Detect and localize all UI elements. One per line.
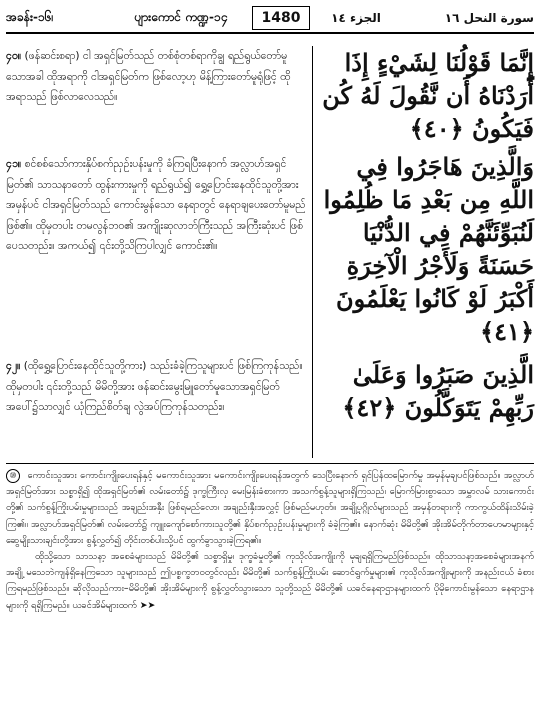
header-section: ပျားကောင် ကဏ္ဍ-၁၄ — [134, 9, 228, 24]
translation-text: စင်စစ်သော်ကားနှိပ်စက်ညှဉ်းပန်းမှုကို ခံကြရပြီးနောက် အလ္လာဟ်အရှင်မြတ်၏ သာသနာတော် ထွန်းကားမှုကို ရည်ရွယ်၍ ရွှေ့ပြောင်းနေထိုင်သူတို့အား အမှန်ပင် ငါအရှင်မြတ်သည် ကောင်းမွန်သော နေရာတွင် နေရာချပေးတော်မူမည်ဖြစ်၏။ ထိုမှတပါး တမလွန်ဘဝ၏ အကျိုးဆုလာဘ်ကြီးသည် အကြီးဆုံးပင် ဖြစ်ပေသတည်း။ အကယ်၍ ၎င်းတို့သိကြပါလျှင် ကောင်း၏။ — [6, 158, 306, 252]
footnote — [6, 468, 534, 706]
verse-number: ၄၂။ — [6, 360, 21, 372]
page-number: 1480 — [252, 6, 310, 30]
footnote-rule — [6, 463, 534, 464]
verse-body — [6, 46, 534, 458]
header-chapter: အခန်း-၁၆၊ — [6, 9, 54, 24]
verse-number: ၄၁။ — [6, 158, 22, 170]
verse-40-arabic: إِنَّمَا قَوْلُنَا لِشَيْءٍ إِذَا أَرَدْنَاهُ أَن نَّقُولَ لَهُ كُن فَيَكُونُ ﴿٤٠﴾ — [322, 48, 534, 143]
footnote-paragraph-2: ထိုသို့သော သာသနာ့ အစေခံများသည် မိမိတို့၏ သစ္စာရှိမှု၊ ဒုက္ခခံမှုတို့၏ ကုသိုလ်အကျိုးကို မုချရရှိကြမည်ဖြစ်သည်။ ထိုသာသနာ့အစေခံများအနက် အချို့ မသေဘဲကျန်ရှိနေကြသော သူများသည် ဤပစ္စက္ခဘဝတွင်လည်း မိမိတို့၏ သက်စွန့်ကြိုးပမ်း ဆောင်ရွက်မှုများ၏ ကုသိုလ်အကျိုးများကို အနည်းငယ် ခံစားကြရမည်ဖြစ်သည်။ ဆိုလိုသည်ကား–မိမိတို့၏ အိုးအိမ်များကို စွန့်လွှတ်သွားသော သူတို့သည် မိမိတို့၏ ယခင်နေရာဌာနများထက် ပိုမိုကောင်းမွန်သော နေရာဌာနများကို ရရှိကြမည်။ ယခင်အိမ်များထက် — [6, 551, 534, 611]
verse-40-translation — [6, 46, 306, 108]
verse-41-arabic: وَالَّذِينَ هَاجَرُوا فِي اللَّهِ مِن بَعْدِ مَا ظُلِمُوا لَنُبَوِّئَنَّهُمْ فِي الدُّنْيَا حَسَنَةً وَلَأَجْرُ الْآخِرَةِ أَكْبَرُ لَوْ كَانُوا يَعْلَمُونَ ﴿٤١﴾ — [323, 152, 534, 346]
verse-41-translation — [6, 154, 306, 257]
column-divider — [312, 46, 313, 458]
header-juz: الجزء ١٤ — [331, 10, 381, 25]
verse-42-translation — [6, 356, 306, 418]
translation-text: (ဖန်ဆင်းစရာ) ငါ အရှင်မြတ်သည် တစ်စုံတစ်ရာကိုချွ ရည်ရွယ်တော်မူသောအခါ ထိုအရာကို ငါအရှင်မြတ်က ဖြစ်လော့ဟု မိန့်ကြားတော်မူရုံဖြင့် ထိုအရာသည် ဖြစ်လာလေသည်။ — [6, 50, 291, 103]
footnote-marker: ⑩ — [6, 469, 20, 483]
continue-arrows-icon: ➤➤ — [139, 599, 156, 611]
verse-42-arabic: الَّذِينَ صَبَرُوا وَعَلَىٰ رَبِّهِمْ يَتَوَكَّلُونَ ﴿٤٢﴾ — [342, 360, 534, 422]
page-header — [6, 6, 534, 34]
verse-number: ၄၀။ — [6, 50, 22, 62]
header-surah: سورة النحل ١٦ — [444, 10, 534, 25]
footnote-paragraph-1: ကောင်းသူအား ကောင်းကျိုးပေးရန်နှင့် မကောင်းသူအား မကောင်းကျိုးပေးရန်အတွက် သေပြီးနောက် ရှင်ပြန်ထမြောက်မှု အမှန်မုချပင်ဖြစ်သည်။ အလ္လာဟ်အရှင်မြတ်အား သစ္စာရှိ၍ ထိုအရှင်မြတ်၏ လမ်းတော်၌ ဒုက္ခကြီးလှ မေးမြန်းခံစားကာ အသက်စွန့်သူများရှိကြသည်၊ မြောက်မြားစွာသော အမွှာလမ် သားကောင်းတို့၏ သက်စွန့်ကြိုးပမ်းမှုများသည် အချည်းအနှီး ဖြစ်ရမည်လော၊ အချည်းနှီးအလွှင့် ဖြစ်မည်မဟုတ်။ အချို့ပုဂ္ဂိုလ်များသည် အမှန်တရားကို ကာကွယ်ထိန်းသိမ်းခဲ့ကြ၏။ အလ္လာဟ်အရှင်မြတ်၏ လမ်းတော်၌ ကျူးကျော်စော်ကားသူတို့၏ နှိပ်စက်ညှဉ်းပန်းမှုများကို ခံခဲ့ကြ၏။ နောက်ဆုံး မိမိတို့၏ အိုးအိမ်တိုက်တာဟေမာများနှင့် ဆွေမျိုးသားချင်းတို့အား စွန့်လွှတ်၍ တိုင်းတစ်ပါးသို့ပင် ထွက်ခွာသွားခဲ့ကြရ၏။ — [6, 470, 534, 546]
translation-text: (ထိုရွှေ့ပြောင်းနေထိုင်သူတို့ကား) သည်းခံခဲ့ကြသူများပင် ဖြစ်ကြကုန်သည်။ ထိုမှတပါး ၎င်းတို့သည် မိမိတို့အား ဖန်ဆင်းမွေးမြူတော်မူသောအရှင်မြတ် အပေါ်၌သာလျှင် ယုံကြည်စိတ်ချ လွဲအပ်ကြကုန်သတည်း။ — [6, 360, 303, 413]
